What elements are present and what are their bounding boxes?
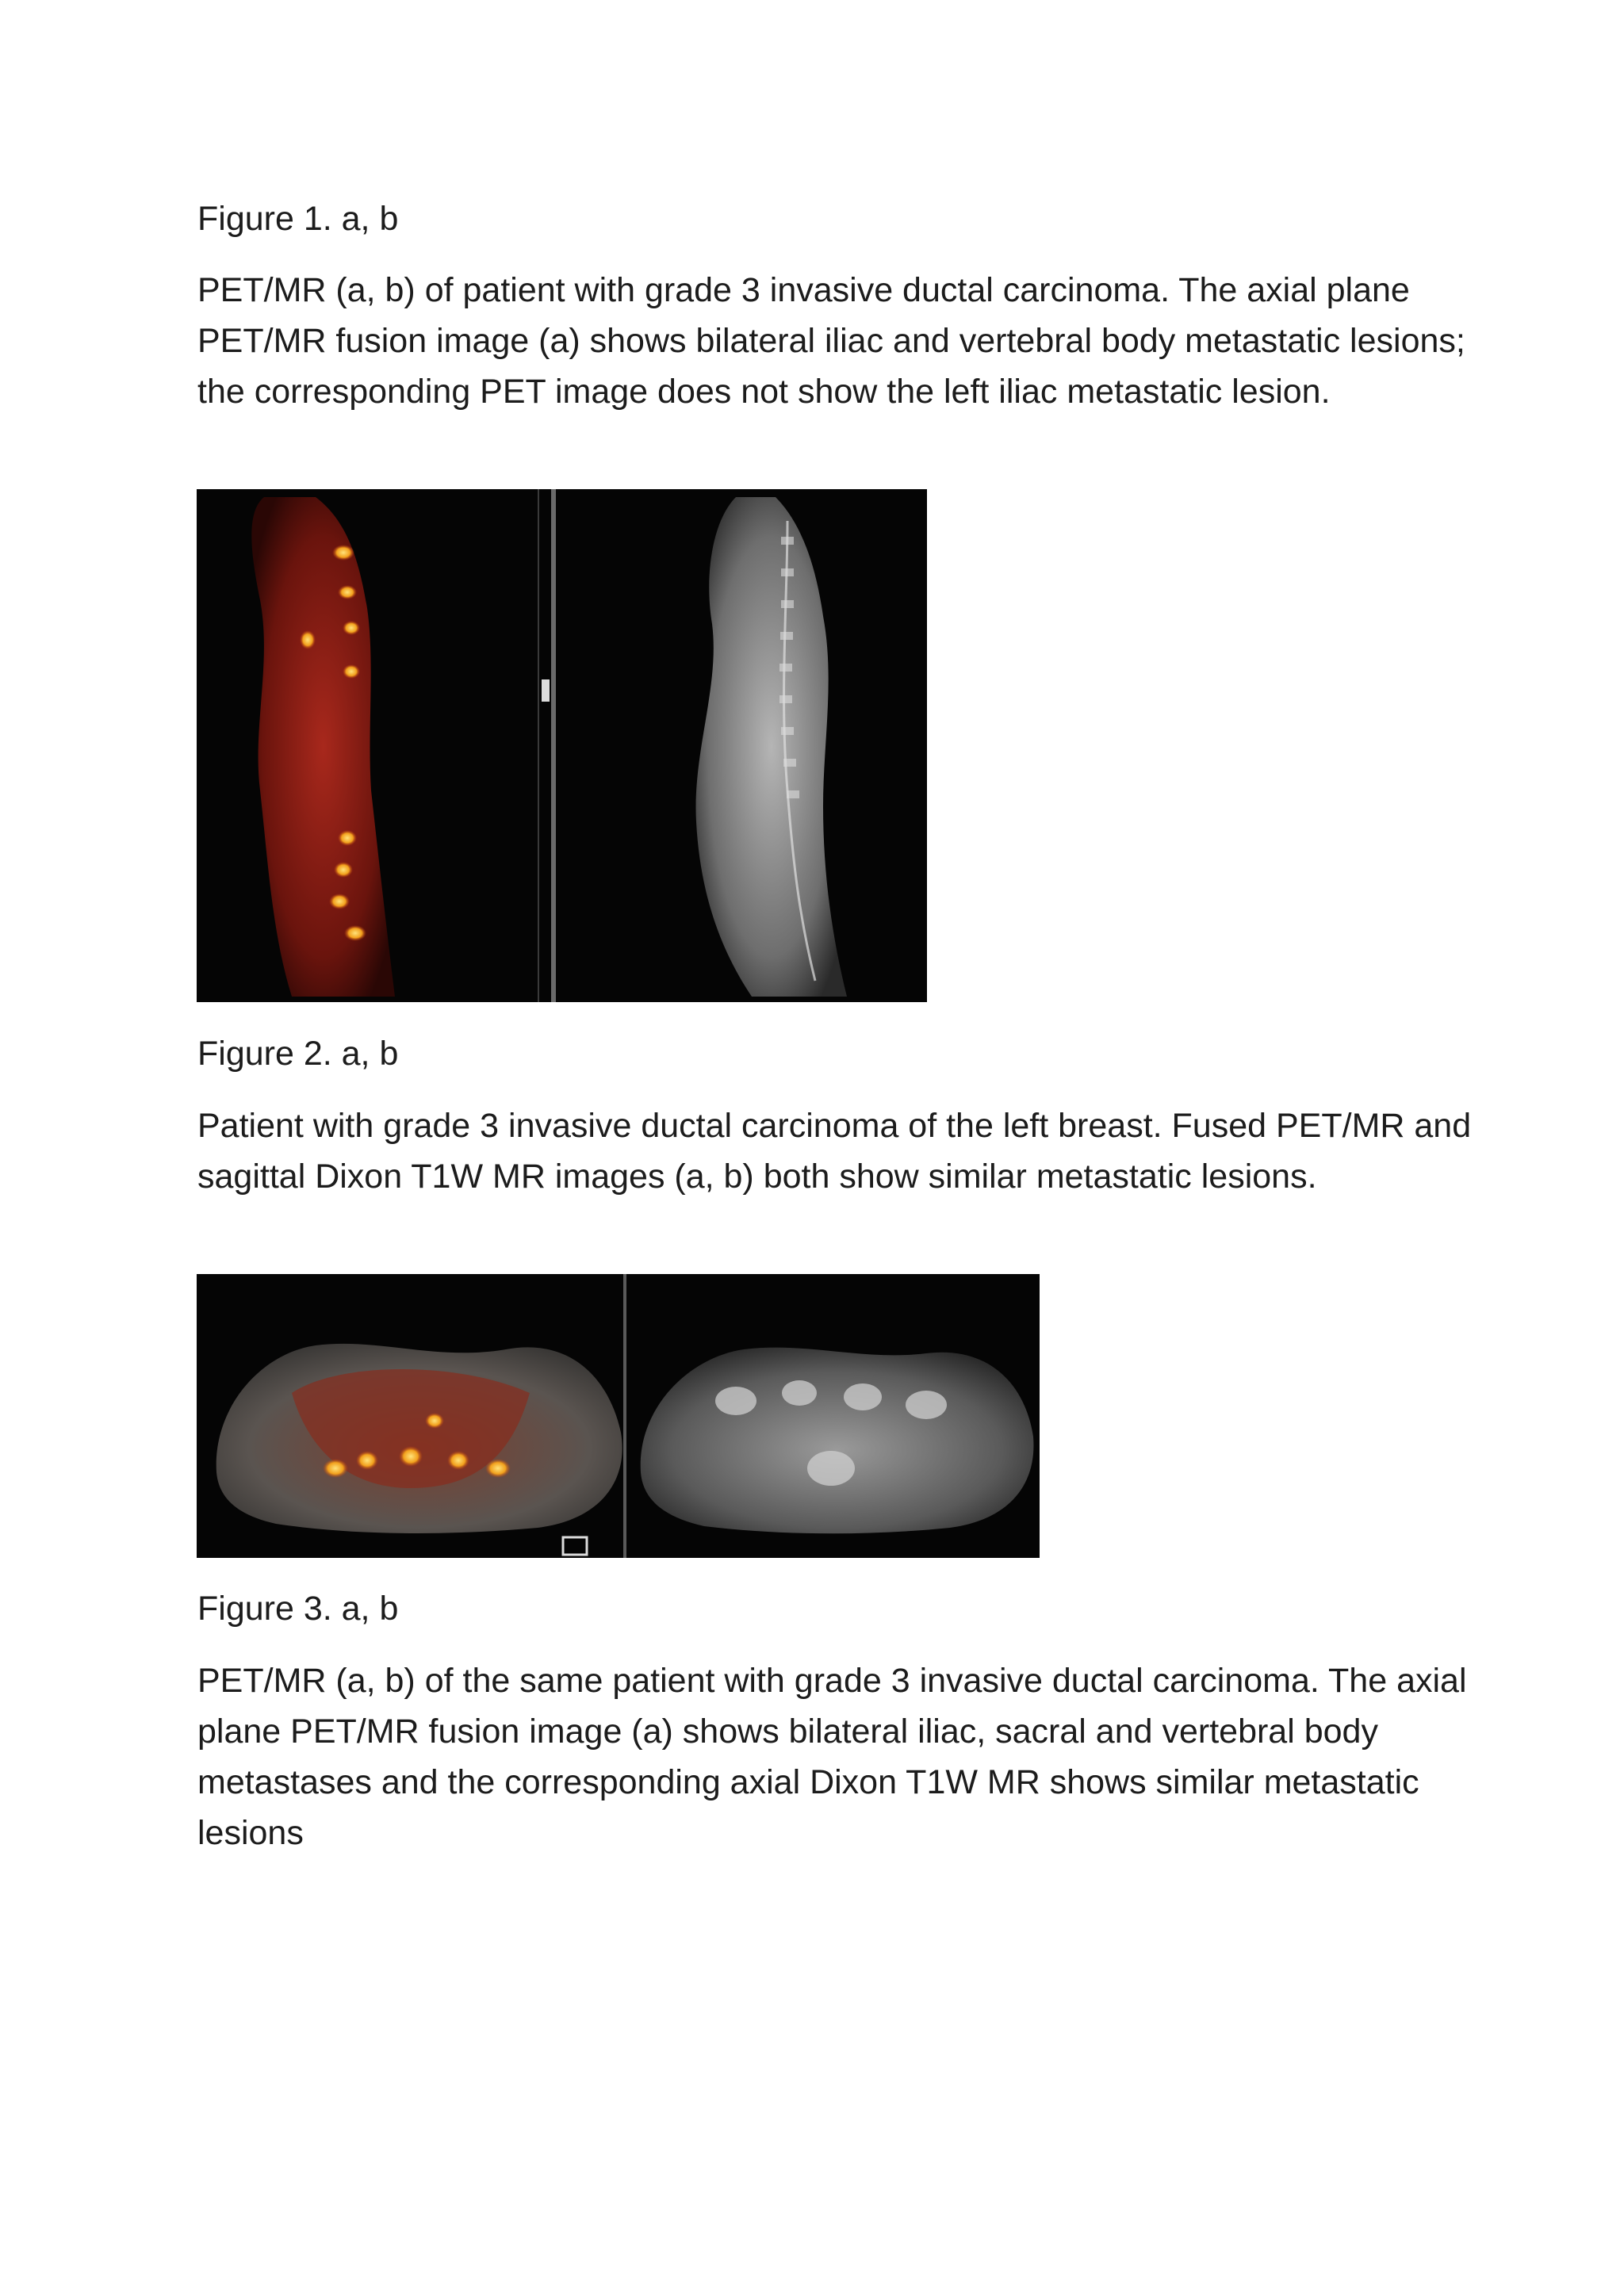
sagittal-pet-mr-image: [197, 489, 927, 1002]
figure-3-heading: Figure 3. a, b: [197, 1590, 399, 1628]
sagittal-image-graphic: [197, 489, 927, 1002]
figure-1-heading: Figure 1. a, b: [197, 200, 399, 238]
axial-pet-mr-image: [197, 1274, 1040, 1558]
figure-3-caption: PET/MR (a, b) of the same patient with grade 3 invasive ductal carcinoma. The axial plane PET/MR fusion image (a) shows bilateral iliac, sacral and vertebral body metastases and the corresponding axial Dixon T1W MR shows similar metastatic lesions: [197, 1662, 1467, 1852]
axial-image-graphic: [197, 1274, 1040, 1558]
figure-2-caption: Patient with grade 3 invasive ductal carcinoma of the left breast. Fused PET/MR and sagittal Dixon T1W MR images (a, b) both show similar metastatic lesions.: [197, 1107, 1472, 1196]
figure-2-heading: Figure 2. a, b: [197, 1035, 399, 1073]
figure-1-caption: PET/MR (a, b) of patient with grade 3 invasive ductal carcinoma. The axial plane PET/MR fusion image (a) shows bilateral iliac and vertebral body metastatic lesions; the corresponding PET image does not show the left iliac metastatic lesion.: [197, 271, 1465, 411]
